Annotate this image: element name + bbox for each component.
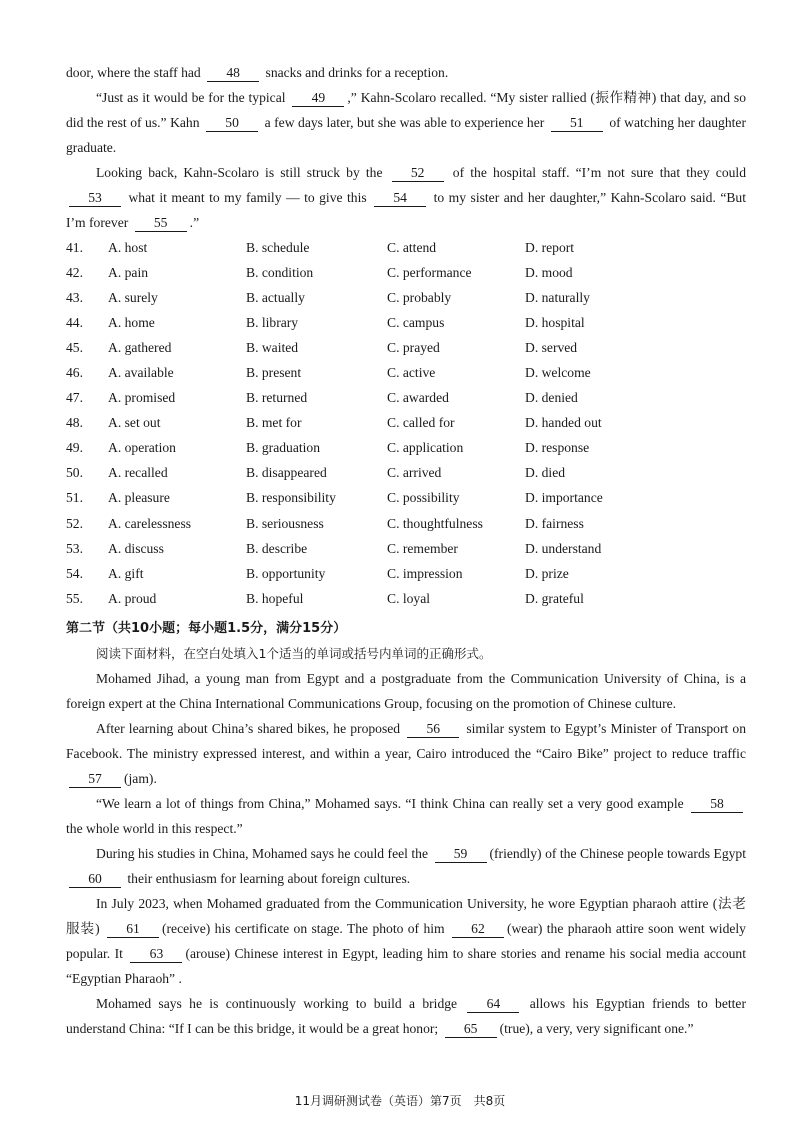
paragraph [66,891,746,991]
paragraph-text: .” [189,215,200,230]
paragraph [66,991,746,1041]
option-d: D. fairness [525,515,584,531]
question-number: 41. [66,239,83,255]
option-b: B. library [246,314,299,330]
option-d: D. handed out [525,415,602,431]
option-a: A. gathered [108,339,172,355]
option-a: A. home [108,314,155,330]
question-number: 43. [66,289,83,305]
option-d: D. died [525,465,566,481]
option-b: B. met for [246,415,302,431]
blank-58: 58 [691,796,743,813]
option-d: D. report [525,239,575,255]
paragraph [66,60,746,85]
option-b: B. describe [246,540,308,556]
option-b: B. hopeful [246,590,304,606]
option-c: C. probably [387,289,452,305]
option-d: D. importance [525,490,603,506]
option-c: C. campus [387,314,445,330]
blank-50: 50 [206,115,258,132]
paragraph [66,85,746,160]
blank-49: 49 [292,90,344,107]
paragraph-text: (wear) the pharaoh attire soon went widely popular. It [66,921,746,962]
option-a: A. recalled [108,465,168,481]
option-b: B. schedule [246,239,310,255]
option-c: C. arrived [387,465,442,481]
option-row [66,335,746,360]
paragraph-text: (friendly) of the Chinese people towards Egypt [489,846,746,862]
question-number: 53. [66,540,83,556]
option-row [66,461,746,486]
option-a: A. carelessness [108,515,192,531]
paragraph-text: similar system to Egypt’s Minister of Transport on Facebook. The ministry expressed interest, and within a year, Cairo introduced the “Cairo Bike” project to reduce traffic [66,721,746,762]
option-a: A. host [108,239,148,255]
paragraph-text: door, where the staff had [66,65,205,80]
option-row [66,586,746,611]
blank-65: 65 [445,1021,497,1038]
paragraph [66,666,746,716]
option-c: C. prayed [387,339,440,355]
option-c: C. application [387,440,464,456]
option-b: B. actually [246,289,305,305]
option-d: D. grateful [525,590,584,606]
paragraph [66,160,746,235]
blank-62: 62 [452,921,504,938]
option-c: C. impression [387,565,463,581]
blank-51: 51 [551,115,603,132]
blank-52: 52 [392,165,444,182]
question-number: 49. [66,440,83,456]
blank-55: 55 [135,215,187,232]
blank-59: 59 [435,846,487,863]
question-number: 44. [66,314,83,330]
question-number: 48. [66,415,83,431]
option-row [66,486,746,511]
paragraph-text: “We learn a lot of things from China,” Mohamed says. “I think China can really set a very good example [96,796,688,812]
section-instruction: 阅读下面材料，在空白处填入1个适当的单词或括号内单词的正确形式。 [96,646,492,662]
option-b: B. opportunity [246,565,326,581]
paragraph [66,841,746,891]
option-a: A. set out [108,415,161,431]
option-row [66,260,746,285]
blank-48: 48 [207,65,259,82]
paragraph-text: After learning about China’s shared bikes, he proposed [96,721,405,737]
option-b: B. responsibility [246,490,336,506]
blank-64: 64 [467,996,519,1013]
paragraph-text: Looking back, Kahn-Scolaro is still struck by the [96,165,389,180]
paragraph-text: (jam). [124,771,157,787]
paragraph-text: “Just as it would be for the typical [96,90,290,105]
option-row [66,235,746,260]
paragraph-text: (true), a very, very significant one.” [499,1021,694,1037]
paragraph [66,716,746,791]
option-row [66,310,746,335]
options-table [66,235,746,611]
paragraph-text: what it meant to my family — to give this [124,190,372,205]
option-a: A. available [108,365,174,381]
option-d: D. denied [525,390,578,406]
option-b: B. condition [246,264,314,280]
option-a: A. proud [108,590,157,606]
option-d: D. served [525,339,578,355]
question-number: 47. [66,390,83,406]
option-c: C. thoughtfulness [387,515,483,531]
option-row [66,536,746,561]
option-row [66,386,746,411]
paragraph-text: their enthusiasm for learning about foreign cultures. [124,871,411,887]
option-row [66,360,746,385]
paragraph-text: allows his Egyptian friends to better understand China: “If I can be this bridge, it would be a great honor; [66,996,746,1037]
question-number: 50. [66,465,83,481]
option-c: C. remember [387,540,458,556]
paragraph-text: (arouse) Chinese interest in Egypt, leading him to share stories and rename his social media account “Egyptian Pharaoh” . [66,946,746,987]
paragraph-text: a few days later, but she was able to experience her [261,115,548,130]
option-c: C. called for [387,415,455,431]
paragraph-text: Mohamed says he is continuously working to build a bridge [96,996,465,1012]
blank-63: 63 [130,946,182,963]
option-b: B. graduation [246,440,320,456]
question-number: 52. [66,515,83,531]
option-a: A. operation [108,440,176,456]
option-d: D. welcome [525,365,591,381]
blank-56: 56 [407,721,459,738]
option-row [66,411,746,436]
option-d: D. naturally [525,289,590,305]
option-d: D. hospital [525,314,585,330]
option-c: C. possibility [387,490,460,506]
option-d: D. prize [525,565,569,581]
option-a: A. gift [108,565,144,581]
option-b: B. waited [246,339,299,355]
option-a: A. pleasure [108,490,170,506]
paragraph-text: to my sister and her daughter,” Kahn-Scolaro said. “But I’m forever [66,190,747,230]
question-number: 55. [66,590,83,606]
option-c: C. attend [387,239,437,255]
paragraph-text: snacks and drinks for a reception. [262,65,449,80]
option-c: C. loyal [387,590,431,606]
option-row [66,285,746,310]
option-c: C. awarded [387,390,449,406]
section-heading: 第二节（共10小题；每小题1.5分，满分15分） [66,621,347,637]
option-b: B. seriousness [246,515,324,531]
option-c: C. active [387,365,436,381]
question-number: 54. [66,565,83,581]
paragraph-text: (receive) his certificate on stage. The photo of him [162,921,449,937]
grammar-fill-passage [66,666,746,1041]
option-b: B. returned [246,390,308,406]
question-number: 45. [66,339,83,355]
option-row [66,561,746,586]
page-footer: 11月调研测试卷（英语）第7页 共8页 [294,1094,506,1108]
blank-57: 57 [69,771,121,788]
option-b: B. disappeared [246,465,327,481]
question-number: 46. [66,365,83,381]
paragraph-text: Mohamed Jihad, a young man from Egypt and a postgraduate from the Communication University of China, is a foreign expert at the China International Communications Group, focusing on the promotion of Chinese culture. [66,671,746,712]
option-d: D. understand [525,540,602,556]
option-a: A. surely [108,289,158,305]
blank-53: 53 [69,190,121,207]
paragraph-text: ,” Kahn-Scolaro recalled. “My sister rallied (振作精神) that day, and so did the rest of us.” Kahn [66,90,746,130]
paragraph-text: of the hospital staff. “I’m not sure that they could [446,165,746,180]
paragraph-text: In July 2023, when Mohamed graduated from the Communication University, he wore Egyptian pharaoh attire (法老服装) [66,896,746,937]
option-d: D. response [525,440,590,456]
paragraph-text: of watching her daughter graduate. [66,115,746,155]
question-number: 42. [66,264,83,280]
option-a: A. promised [108,390,176,406]
option-d: D. mood [525,264,573,280]
option-row [66,436,746,461]
option-b: B. present [246,365,302,381]
paragraph-text: During his studies in China, Mohamed says he could feel the [96,846,432,862]
paragraph [66,791,746,841]
cloze-passage [66,60,746,235]
blank-60: 60 [69,871,121,888]
option-c: C. performance [387,264,472,280]
option-a: A. pain [108,264,149,280]
blank-61: 61 [107,921,159,938]
option-a: A. discuss [108,540,164,556]
question-number: 51. [66,490,83,506]
option-row [66,511,746,536]
blank-54: 54 [374,190,426,207]
paragraph-text: the whole world in this respect.” [66,821,243,837]
